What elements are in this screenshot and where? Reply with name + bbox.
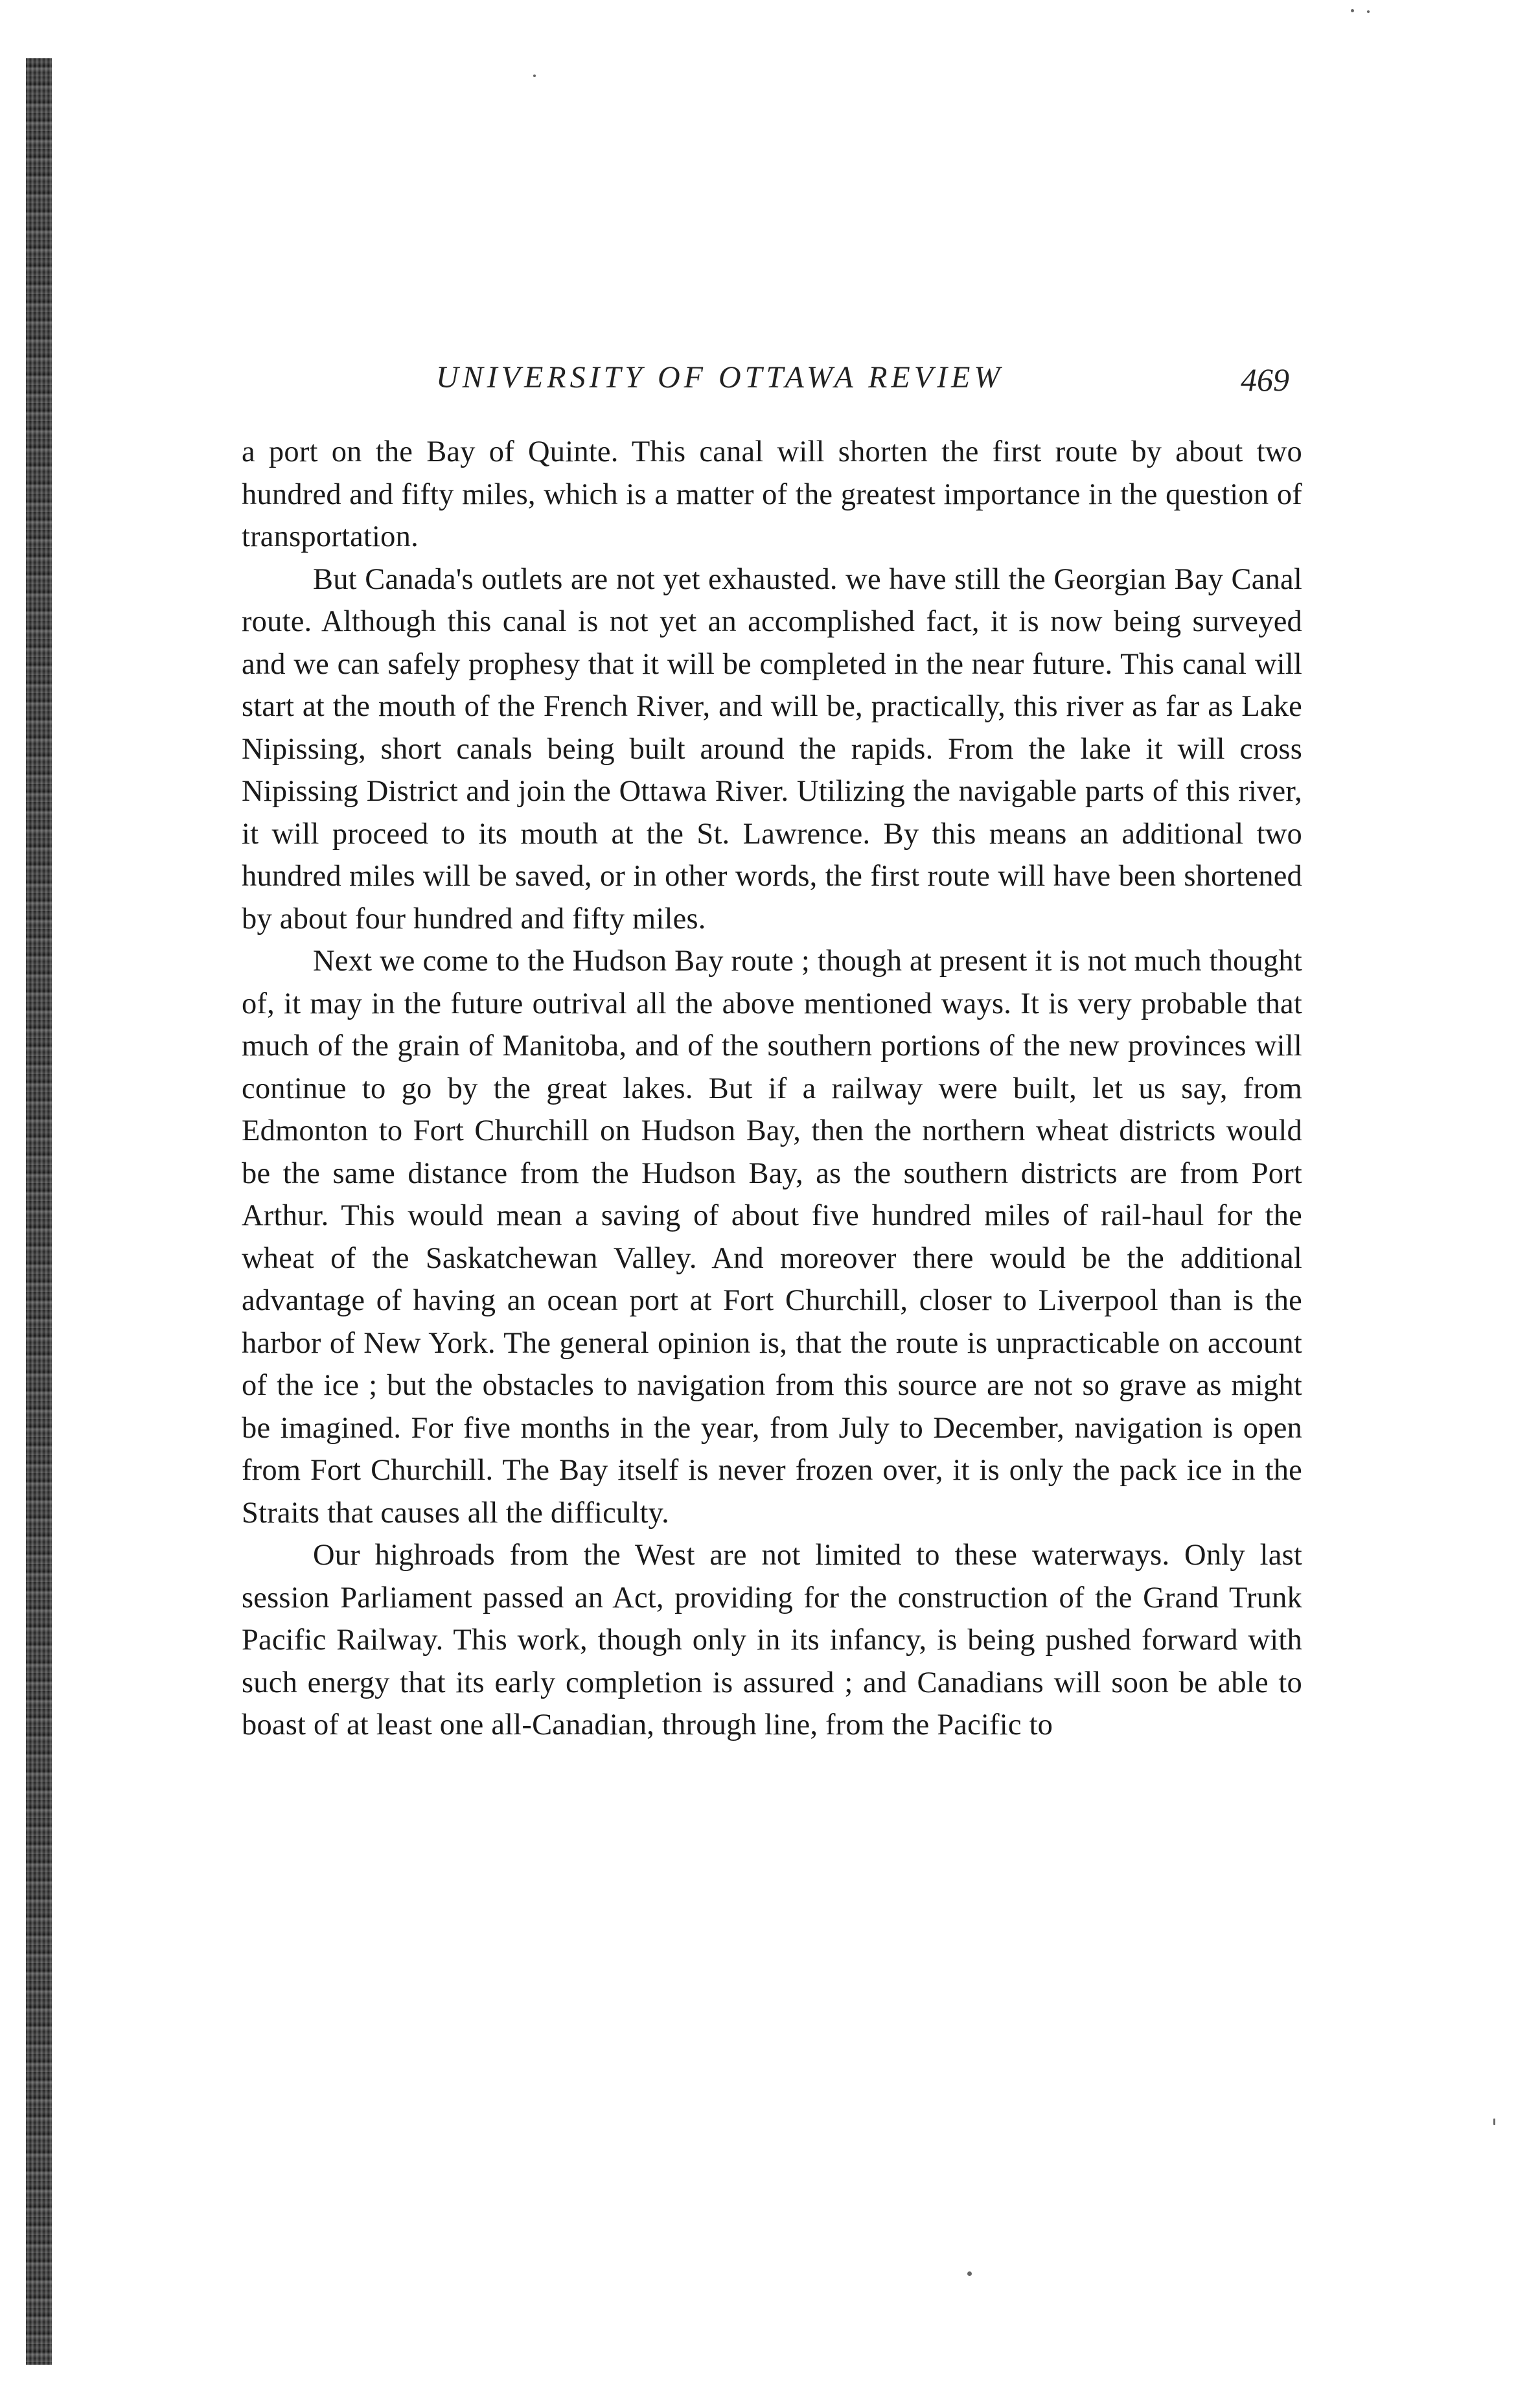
paragraph-2: But Canada's outlets are not yet exhausted. we have still the Georgian Bay Canal route. Although this canal is not yet an accomplished fact, it is now being surveyed and we can safely prophesy that it will be completed in the near future. This canal will start at the mouth of the French River, and will be, practically, this river as far as Lake Nipissing, short canals being built around the rapids. From the lake it will cross Nipissing District and join the Ottawa River. Utilizing the navigable parts of this river, it will proceed to its mouth at the St. Lawrence. By this means an additional two hundred miles will be saved, or in other words, the first route will have been shortened by about four hundred and fifty miles. <box>242 562 1302 936</box>
running-title: UNIVERSITY OF OTTAWA REVIEW <box>436 360 1004 395</box>
paragraph-1: a port on the Bay of Quinte. This canal will shorten the first route by about two hundred and fifty miles, which is a matter of the greatest importance in the question of transportation. <box>242 435 1302 553</box>
scan-speck <box>533 75 536 77</box>
document-page <box>242 353 1302 1747</box>
page-number: 469 <box>1241 362 1289 398</box>
scan-speck <box>1351 9 1354 12</box>
book-spine-shadow <box>26 58 52 2365</box>
page-header <box>242 353 1302 418</box>
scan-speck <box>1367 10 1370 13</box>
scan-speck <box>967 2271 972 2276</box>
scan-speck <box>1493 2119 1495 2125</box>
paragraph-4: Our highroads from the West are not limited to these waterways. Only last session Parliament passed an Act, providing for the construction of the Grand Trunk Pacific Railway. This work, though only in its infancy, is being pushed forward with such energy that its early completion is assured ; and Canadians will soon be able to boast of at least one all-Canadian, through line, from the Pacific to <box>242 1539 1302 1741</box>
paragraph-3: Next we come to the Hudson Bay route ; though at present it is not much thought of, it may in the future outrival all the above mentioned ways. It is very probable that much of the grain of Manitoba, and of the southern portions of the new provinces will continue to go by the great lakes. But if a railway were built, let us say, from Edmonton to Fort Churchill on Hudson Bay, then the northern wheat districts would be the same distance from the Hudson Bay, as the southern districts are from Port Arthur. This would mean a saving of about five hundred miles of rail-haul for the wheat of the Saskatchewan Valley. And moreover there would be the additional advantage of having an ocean port at Fort Churchill, closer to Liverpool than is the harbor of New York. The general opinion is, that the route is unpracticable on account of the ice ; but the obstacles to navigation from this source are not so grave as might be imagined. For five months in the year, from July to December, navigation is open from Fort Churchill. The Bay itself is never frozen over, it is only the pack ice in the Straits that causes all the difficulty. <box>242 945 1302 1530</box>
